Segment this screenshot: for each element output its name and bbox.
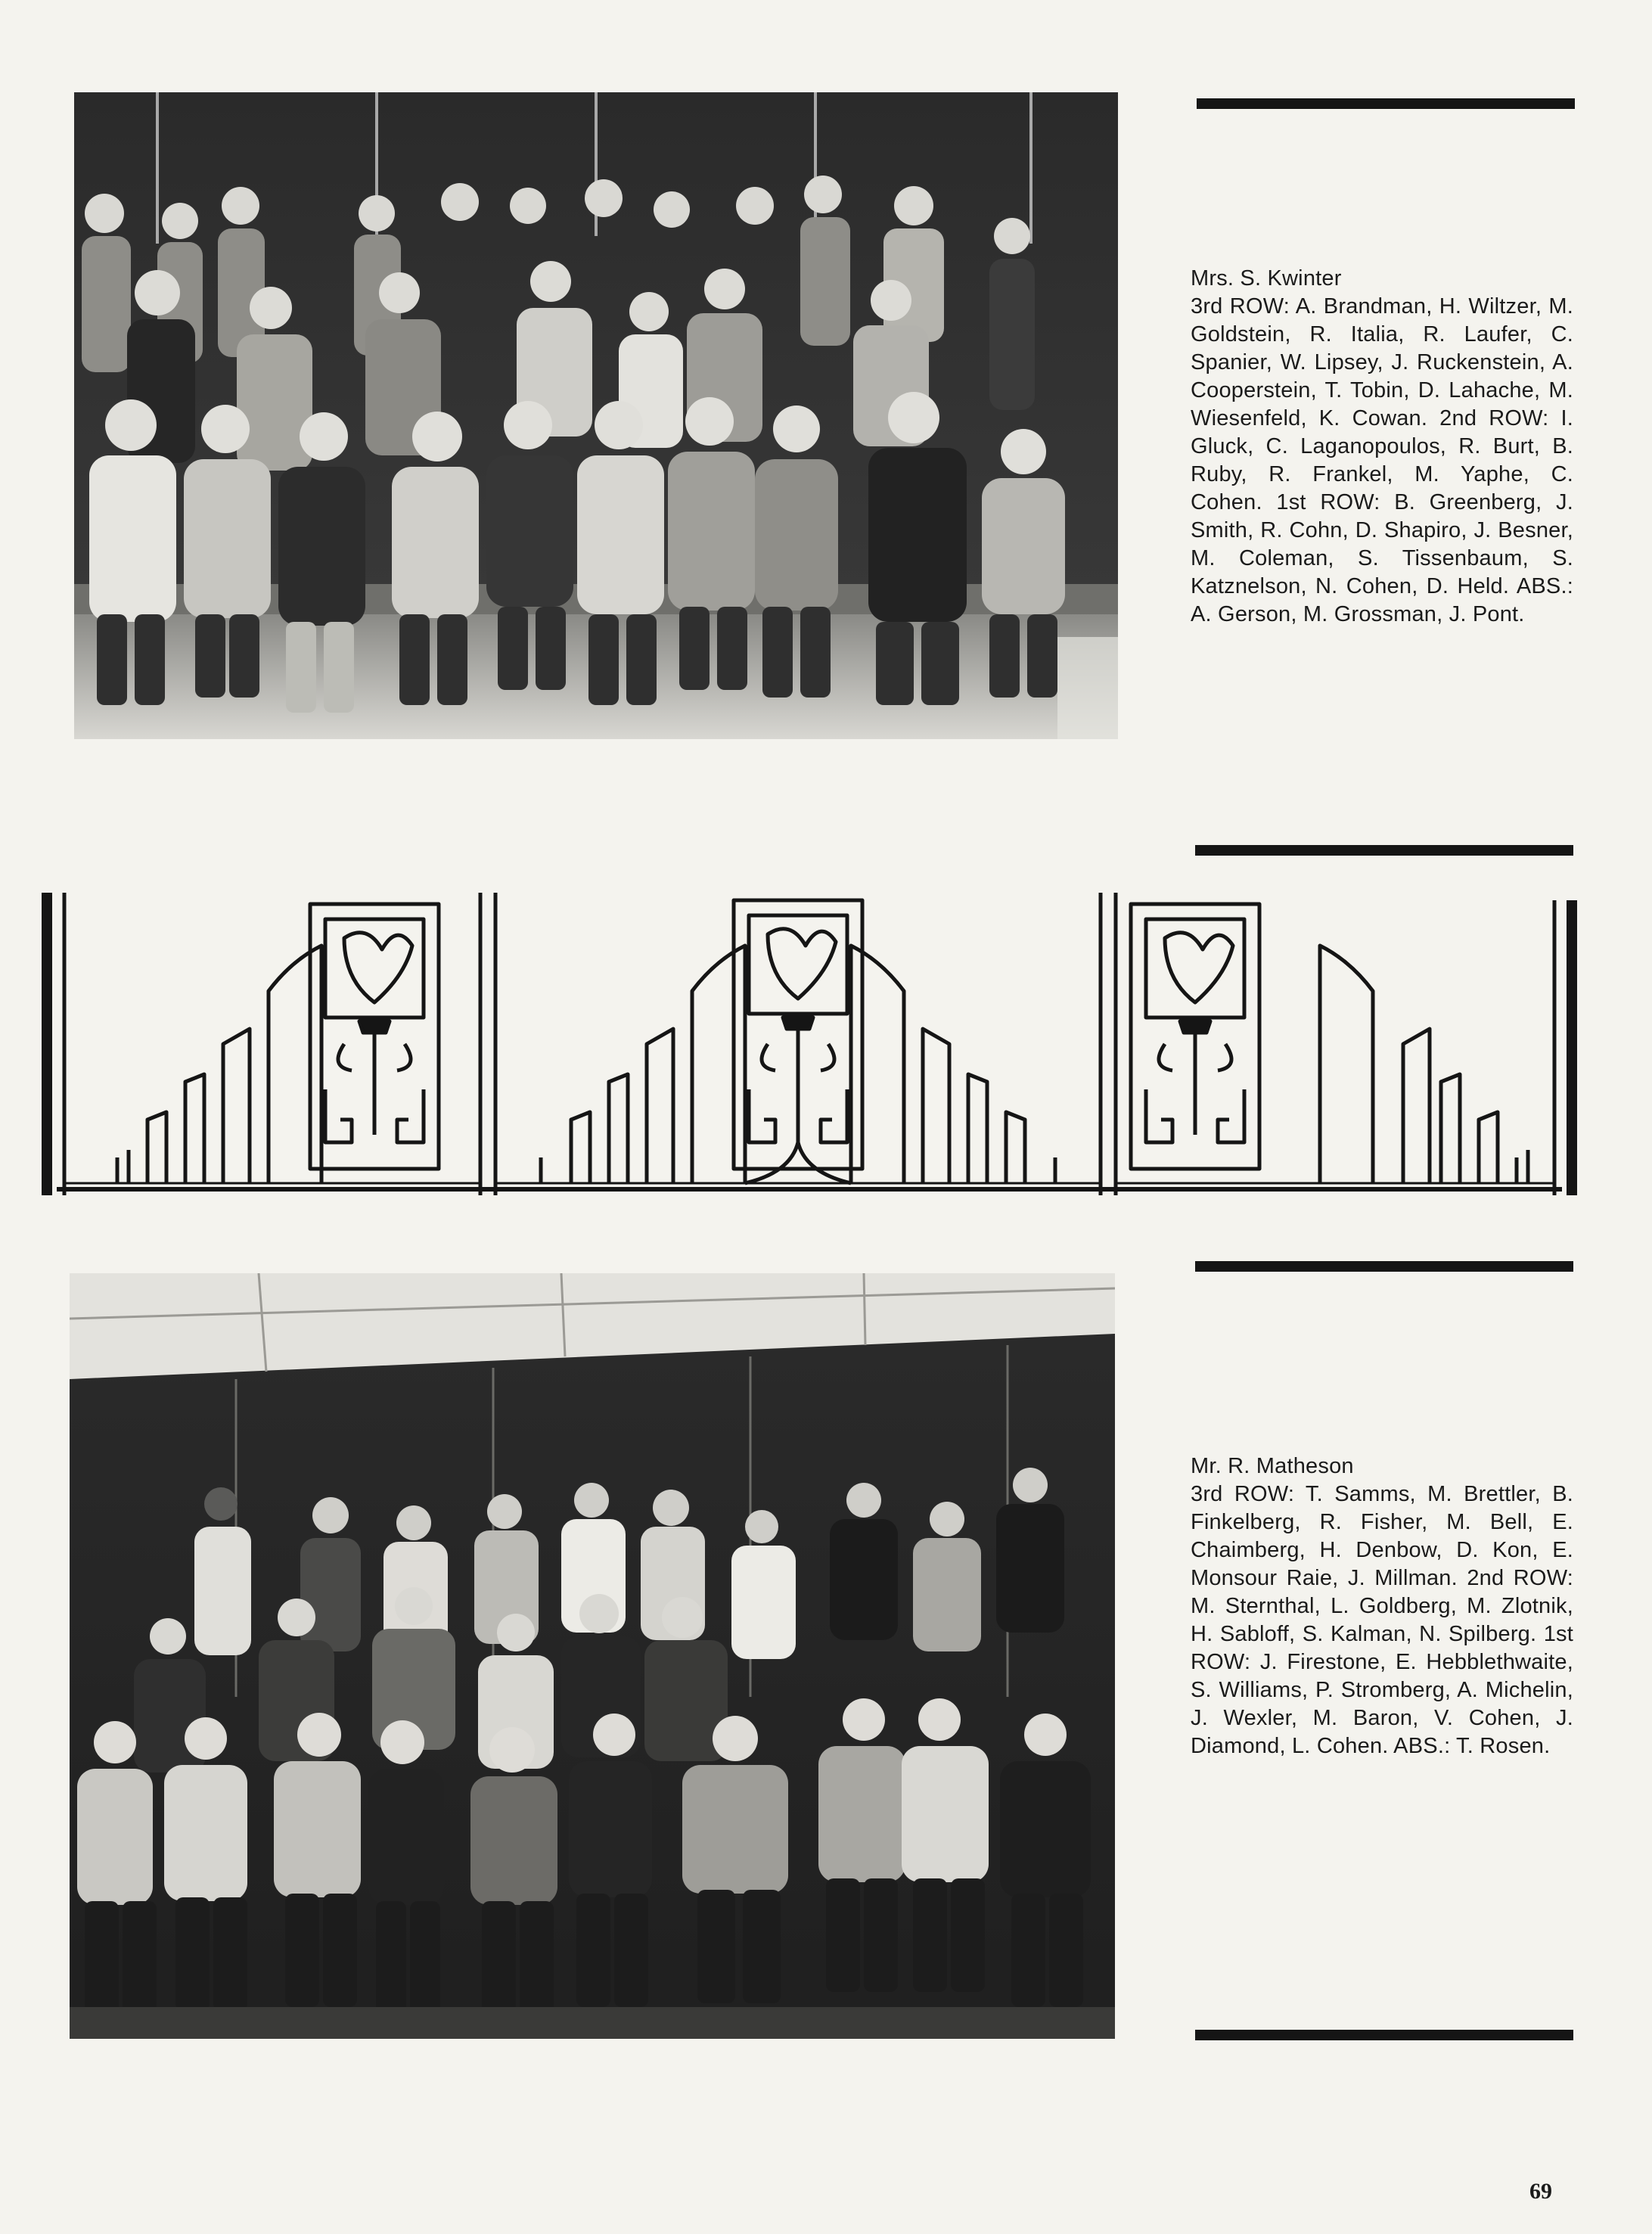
banner-motif-2 bbox=[541, 900, 1055, 1183]
class-photo-matheson bbox=[70, 1273, 1115, 2039]
caption-matheson bbox=[1191, 1453, 1573, 1760]
class-photo-kwinter bbox=[74, 92, 1118, 739]
teacher-name-matheson: Mr. R. Matheson bbox=[1191, 1454, 1354, 1478]
roster-kwinter: 3rd ROW: A. Brandman, H. Wiltzer, M. Goldstein, R. Italia, R. Laufer, C. Spanier, W. Lipsey, J. Ruckenstein, A. Cooperstein, T. Tobin, D. Lahache, M. Wiesenfeld, K. Cowan. 2nd ROW: I. Gluck, C. Laganopoulos, R. Burt, B. Ruby, R. Frankel, M. Yaphe, C. Cohen. 1st ROW: B. Greenberg, J. Smith, R. Cohn, D. Shapiro, J. Besner, M. Coleman, S. Tissenbaum, S. Katznelson, N. Cohen, D. Held. ABS.: A. Gerson, M. Grossman, J. Pont. bbox=[1191, 294, 1573, 626]
rule-top-2 bbox=[1195, 845, 1573, 856]
roster-matheson: 3rd ROW: T. Samms, M. Brettler, B. Finkelberg, R. Fisher, M. Bell, E. Chaimberg, H. Denbow, D. Kon, E. Monsour Raie, J. Millman. 2nd ROW: M. Sternthal, L. Goldberg, M. Zlotnik, H. Sabloff, S. Kalman, N. Spilberg. 1st ROW: J. Firestone, E. Hebblethwaite, S. Williams, P. Stromberg, A. Michelin, J. Wexler, M. Baron, V. Cohen, J. Diamond, L. Cohen. ABS.: T. Rosen. bbox=[1191, 1482, 1573, 1758]
class-photo-matheson-image bbox=[70, 1273, 1115, 2039]
banner-motif-3 bbox=[1131, 904, 1528, 1183]
class-photo-kwinter-image bbox=[74, 92, 1118, 739]
rule-top-1 bbox=[1197, 98, 1575, 109]
rule-middle bbox=[1195, 1261, 1573, 1272]
banner-post-right bbox=[1567, 900, 1577, 1195]
banner-motif-1 bbox=[117, 904, 439, 1183]
decorative-art-nouveau-banner bbox=[42, 893, 1577, 1210]
page-number: 69 bbox=[1529, 2179, 1552, 2204]
banner-post-left bbox=[42, 893, 52, 1195]
teacher-name-kwinter: Mrs. S. Kwinter bbox=[1191, 266, 1342, 291]
caption-kwinter bbox=[1191, 265, 1573, 629]
rule-bottom bbox=[1195, 2030, 1573, 2040]
